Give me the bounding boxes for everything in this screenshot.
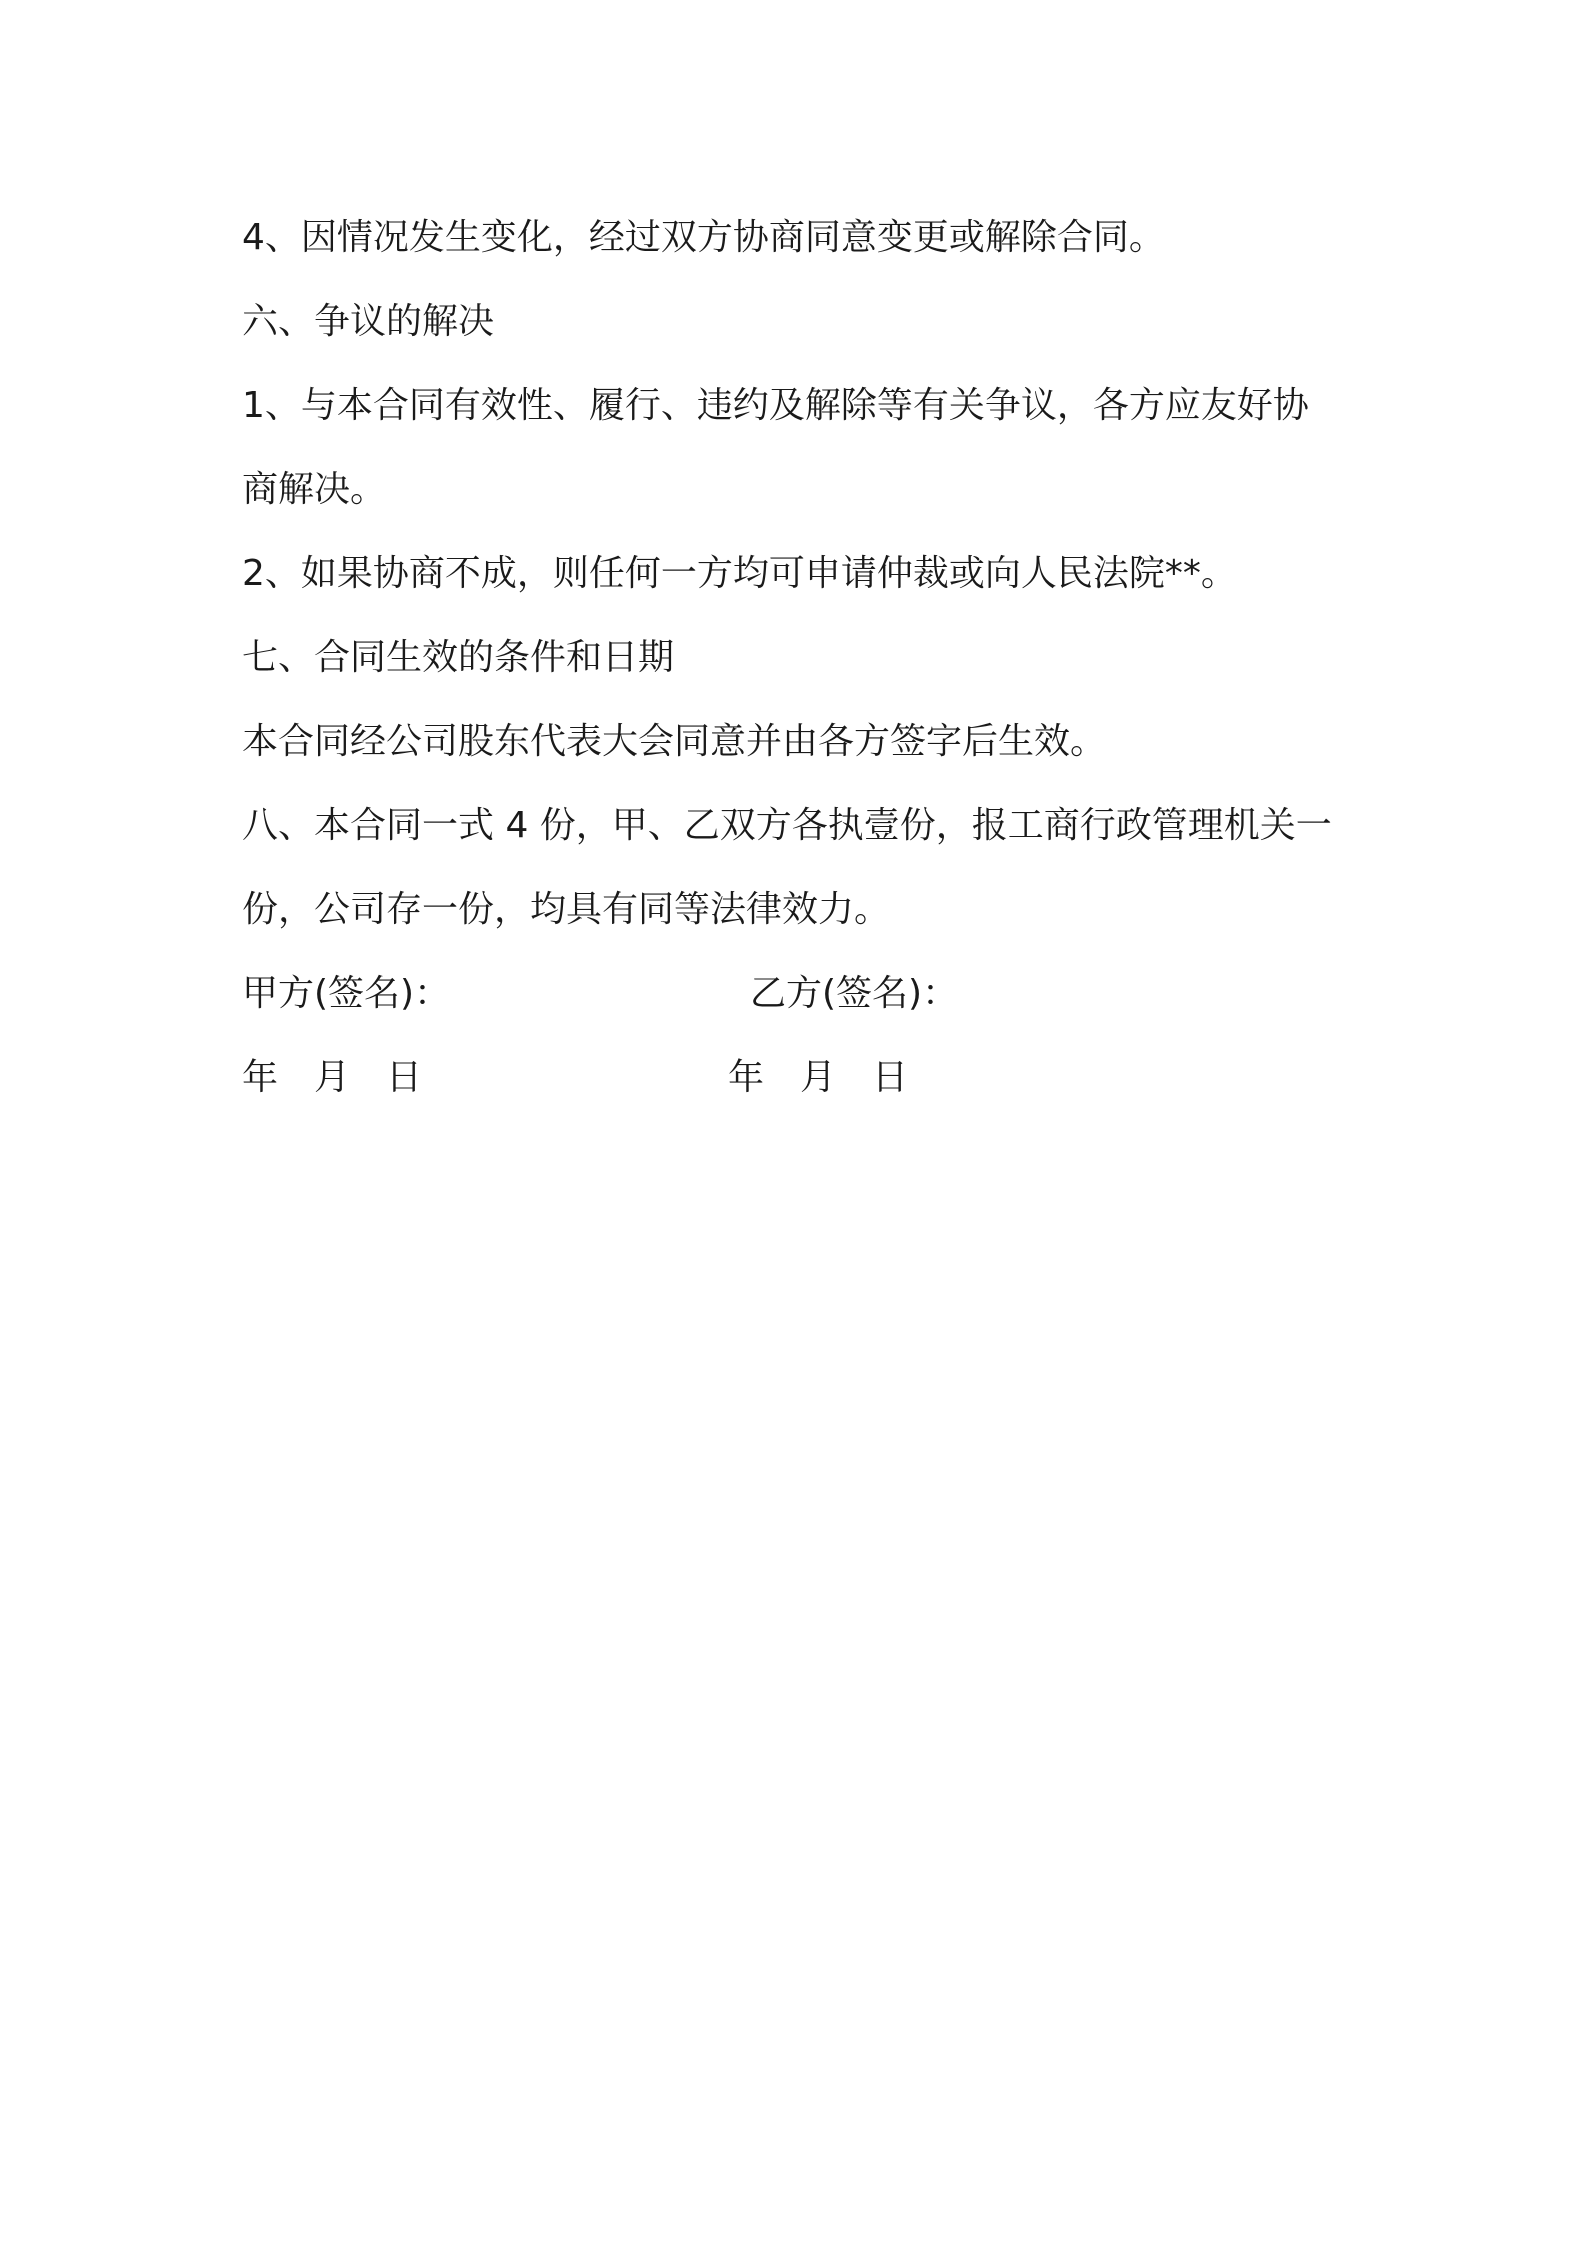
clause-4-text: 4、因情况发生变化，经过双方协商同意变更或解除合同。 bbox=[242, 217, 1165, 258]
party-b-year-label: 年 bbox=[728, 1057, 765, 1098]
section-7-heading: 七、合同生效的条件和日期 bbox=[242, 637, 675, 678]
section-7-text: 本合同经公司股东代表大会同意并由各方签字后生效。 bbox=[242, 721, 1107, 762]
section-8-line-1: 八、本合同一式 4 份，甲、乙双方各执壹份，报工商行政管理机关一 bbox=[242, 805, 1332, 846]
party-a-date bbox=[242, 1036, 458, 1120]
party-a-year-label: 年 bbox=[242, 1057, 279, 1098]
date-row bbox=[242, 1036, 1362, 1120]
clause-6-1-line-1: 1、与本合同有效性、履行、违约及解除等有关争议，各方应友好协 bbox=[242, 385, 1309, 426]
party-b-date bbox=[728, 1036, 944, 1120]
clause-6-1-line-2: 商解决。 bbox=[242, 469, 387, 510]
section-6-heading: 六、争议的解决 bbox=[242, 301, 495, 342]
party-b-signature-label: 乙方(签名)： bbox=[750, 973, 959, 1014]
party-a-day-label: 日 bbox=[386, 1057, 423, 1098]
section-8-line-2: 份，公司存一份，均具有同等法律效力。 bbox=[242, 889, 891, 930]
party-b-month-label: 月 bbox=[800, 1057, 837, 1098]
party-b-day-label: 日 bbox=[872, 1057, 909, 1098]
document-body bbox=[242, 196, 1362, 1120]
party-a-signature-label: 甲方(签名)： bbox=[242, 973, 451, 1014]
party-a-month-label: 月 bbox=[314, 1057, 351, 1098]
signature-row bbox=[242, 952, 1362, 1036]
clause-6-2-text: 2、如果协商不成，则任何一方均可申请仲裁或向人民法院**。 bbox=[242, 553, 1237, 594]
